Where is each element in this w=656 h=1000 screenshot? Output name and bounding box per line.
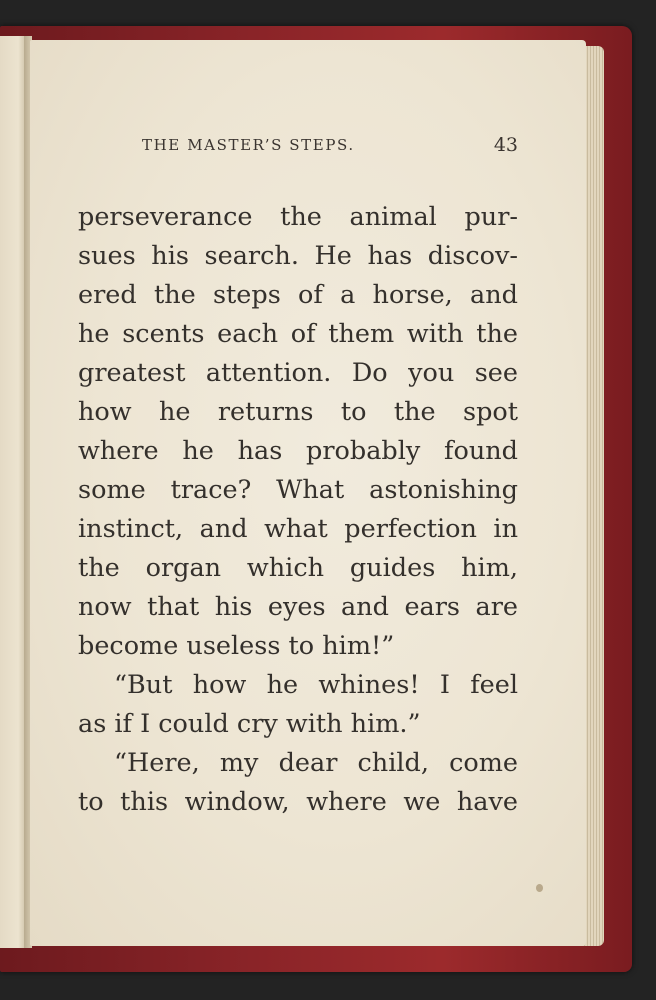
text-line: become useless to him!”	[78, 631, 395, 661]
text-line: greatest attention. Do you see	[78, 358, 518, 388]
text-line: the organ which guides him,	[78, 553, 518, 583]
text-line: some trace? What astonishing	[78, 475, 518, 505]
body-text	[78, 198, 518, 822]
text-line: instinct, and what perfection in	[78, 514, 518, 544]
text-line: he scents each of them with the	[78, 319, 518, 349]
running-title: THE MASTER’S STEPS.	[142, 136, 355, 154]
text-line: as if I could cry with him.”	[78, 709, 421, 739]
text-line: sues his search. He has discov-	[78, 241, 518, 271]
text-line: where he has probably found	[78, 436, 518, 466]
text-line: how he returns to the spot	[78, 397, 518, 427]
text-line: now that his eyes and ears are	[78, 592, 518, 622]
text-line: “But how he whines! I feel	[114, 670, 518, 700]
page-header	[142, 134, 518, 164]
page-number: 43	[493, 134, 518, 156]
left-page-edge	[0, 36, 26, 948]
text-line: perseverance the animal pur-	[78, 202, 518, 232]
paper-speck	[536, 884, 543, 892]
text-line: “Here, my dear child, come	[114, 748, 518, 778]
text-line: ered the steps of a horse, and	[78, 280, 518, 310]
text-line: to this window, where we have	[78, 787, 518, 817]
